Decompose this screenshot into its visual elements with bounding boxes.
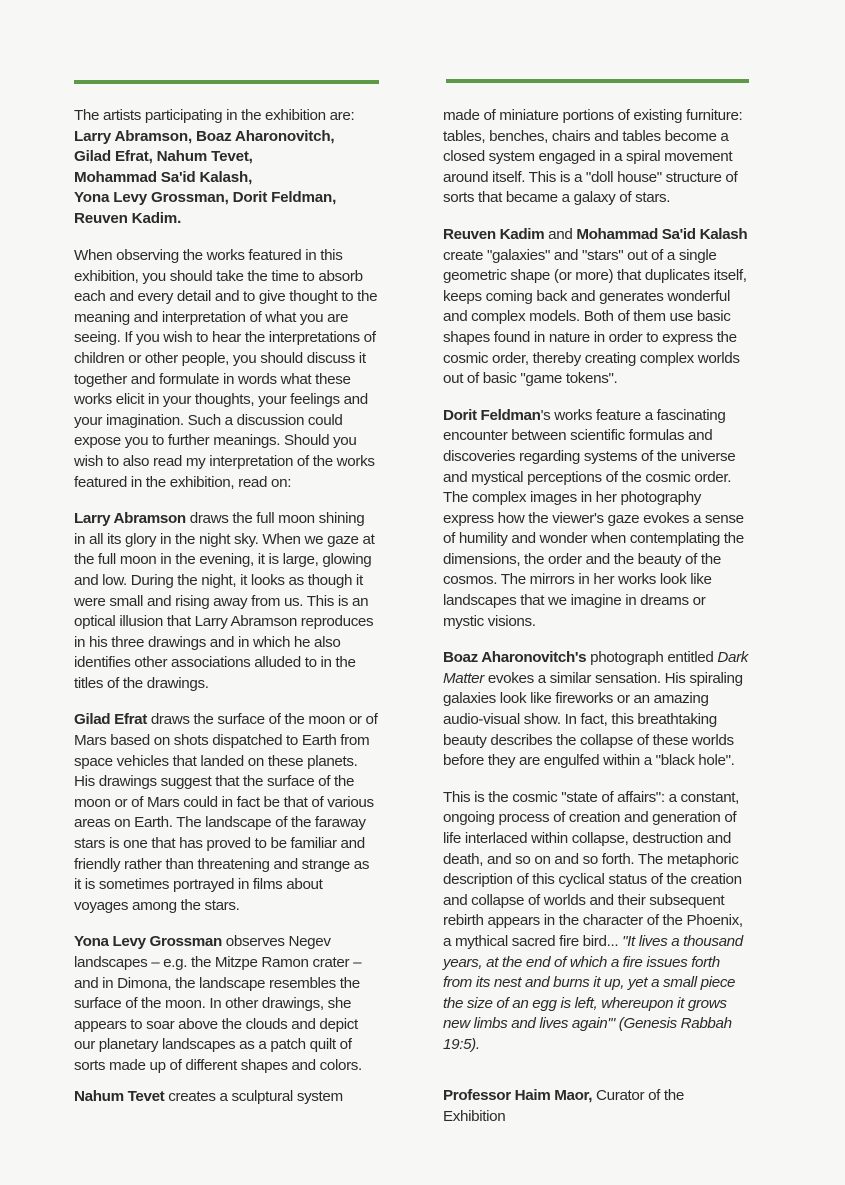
paragraph-text: This is the cosmic "state of affairs": a constant, ongoing process of creation and generation of life interlaced within collapse, destruction and death, and so on and so forth. The metaphoric description of this cyclical status of the creation and collapse of worlds and their subsequent rebirth appears in the character of the Phoenix, a mythical sacred fire bird... xyxy=(443,788,743,950)
artist-name: Gilad Efrat xyxy=(74,711,147,729)
grossman-paragraph xyxy=(74,932,379,1076)
artist-name: Reuven Kadim xyxy=(443,225,545,243)
efrat-paragraph xyxy=(74,710,379,916)
artists-line: Larry Abramson, Boaz Aharonovitch, xyxy=(74,127,335,145)
left-column-rule xyxy=(74,80,379,84)
abramson-paragraph xyxy=(74,509,379,694)
artists-list xyxy=(74,127,354,230)
observing-paragraph: When observing the works featured in this exhibition, you should take the time to absorb each and every detail and to give thought to the meaning and interpretation of what you are seeing. If you wish to hear the interpretations of children or other people, you should discuss it together and formulate in words what these works elicit in your thoughts, your feelings and your imagination. Such a discussion could expose you to further meanings. Should you wish to also read my interpretation of the works featured in the exhibition, read on: xyxy=(74,247,378,491)
paragraph-text: 's works feature a fascinating encounter between scientific formulas and discoveries regarding systems of the universe and mystical perceptions of the cosmic order. The complex images in her photography express how the viewer's gaze evokes a sense of humility and wonder when contemplating the dimensions, the order and the beauty of the cosmos. The mirrors in her works look like landscapes that we imagine in dreams or mystic visions. xyxy=(443,406,744,630)
paragraph-text: evokes a similar sensation. His spiraling galaxies look like fireworks or an amazing audio-visual show. In fact, this breathtaking beauty describes the collapse of these worlds before they are engulfed within a "black hole". xyxy=(443,669,743,770)
tevet-continued-paragraph: made of miniature portions of existing furniture: tables, benches, chairs and tables become a closed system engaged in a spiral movement around itself. This is a "doll house" structure of sorts that became a galaxy of stars. xyxy=(443,107,743,207)
right-column-rule xyxy=(446,79,749,83)
left-body xyxy=(74,246,379,1093)
artist-name: Boaz Aharonovitch's xyxy=(443,649,587,667)
paragraph-text: and xyxy=(544,225,577,243)
kadim-kalash-paragraph xyxy=(443,225,750,390)
artist-name: Yona Levy Grossman xyxy=(74,933,222,951)
artists-line: Reuven Kadim. xyxy=(74,209,182,227)
paragraph-text: photograph entitled xyxy=(586,649,718,667)
paragraph-text: draws the surface of the moon or of Mars based on shots dispatched to Earth from space vehicles that landed on these planets. His drawings suggest that the surface of the moon or of Mars could in fact be that of various areas on Earth. The landscape of the faraway stars is one that has proved to be familiar and friendly rather than threatening and strange as it is sometimes portrayed in films about voyages among the stars. xyxy=(74,711,378,914)
artist-name: Mohammad Sa'id Kalash xyxy=(576,225,748,243)
cosmic-paragraph xyxy=(443,788,750,1056)
artist-name: Larry Abramson xyxy=(74,510,186,528)
right-body xyxy=(443,106,750,1072)
curator-signature xyxy=(443,1086,750,1127)
paragraph-text: observes Negev landscapes – e.g. the Mitzpe Ramon crater – and in Dimona, the landscape resembles the surface of the moon. In other drawings, she appears to soar above the clouds and depict our planetary landscapes as a patch quilt of sorts made up of different shapes and colors. xyxy=(74,933,362,1074)
tevet-paragraph xyxy=(74,1087,343,1108)
artists-line: Yona Levy Grossman, Dorit Feldman, xyxy=(74,189,337,207)
artists-intro xyxy=(74,106,354,230)
intro-lead: The artists participating in the exhibition are: xyxy=(74,107,355,124)
artist-name: Nahum Tevet xyxy=(74,1088,165,1105)
feldman-paragraph xyxy=(443,406,750,633)
aharonovitch-paragraph xyxy=(443,648,750,772)
curator-role: Curator of the Exhibition xyxy=(443,1087,684,1125)
artists-line: Mohammad Sa'id Kalash, xyxy=(74,168,253,186)
paragraph-text: create "galaxies" and "stars" out of a single geometric shape (or more) that duplicates itself, keeps coming back and generates wonderful and complex models. Both of them use basic shapes found in nature in order to express the cosmic order, thereby creating complex worlds out of basic "game tokens". xyxy=(443,246,747,388)
work-title: Dark Matter xyxy=(443,649,749,687)
genesis-quote: "It lives a thousand years, at the end of which a fire issues forth from its nest and burns it up, yet a small piece the size of an egg is left, whereupon it grows new limbs and lives again'" (Genesis Rabbah 19:5). xyxy=(443,932,743,1053)
artist-name: Dorit Feldman xyxy=(443,406,541,424)
artists-line: Gilad Efrat, Nahum Tevet, xyxy=(74,148,253,166)
paragraph-text: draws the full moon shining in all its glory in the night sky. When we gaze at the full moon in the evening, it is large, glowing and low. During the night, it looks as though it were small and rising away from us. This is an optical illusion that Larry Abramson reproduces in his three drawings and in which he also identifies other associations alluded to in the titles of the drawings. xyxy=(74,510,375,692)
paragraph-text: creates a sculptural system xyxy=(164,1088,343,1105)
curator-name: Professor Haim Maor, xyxy=(443,1087,593,1104)
